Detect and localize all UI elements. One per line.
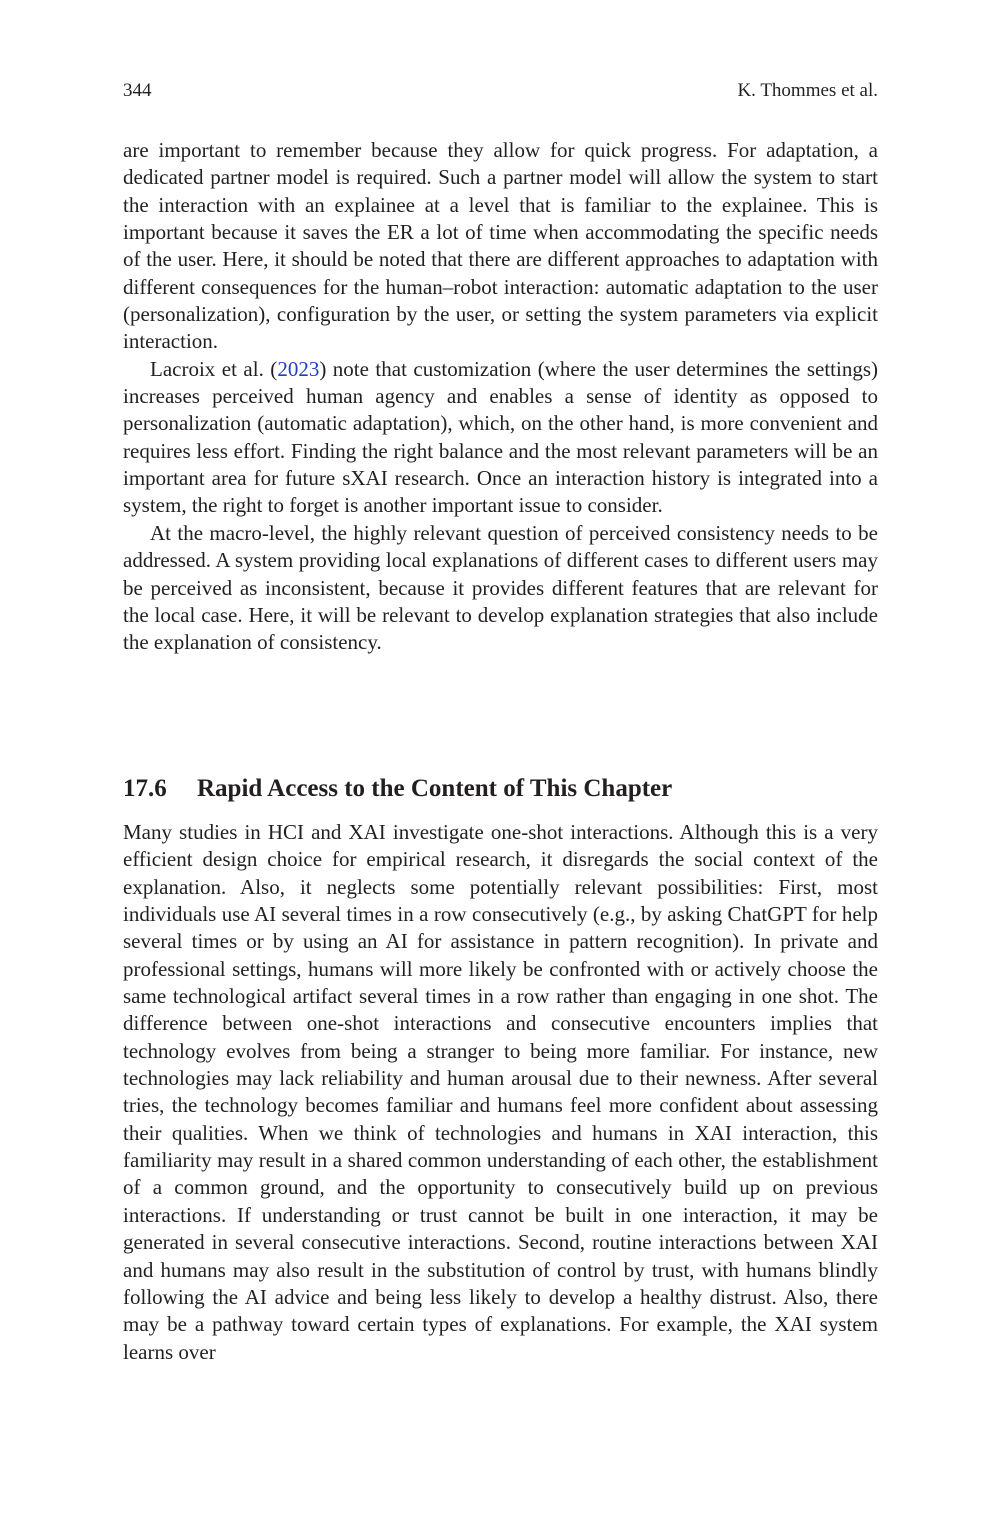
paragraph-customization-lead: Lacroix et al. ( xyxy=(150,356,278,381)
section-heading xyxy=(123,773,878,805)
paragraph-one-shot-interactions: Many studies in HCI and XAI investigate one-shot interactions. Although this is a very efficient design choice for empirical research, it disregards the social context of the explanation. Also, it neglects some potentially relevant possibilities: First, most individuals use AI several times in a row consecutively (e.g., by asking ChatGPT for help several times or by using an AI for assistance in pattern recognition). In private and professional settings, humans will more likely be confronted with or actively choose the same technological artifact several times in a row rather than engaging in one shot. The difference between one-shot interactions and consecutive encounters implies that technology evolves from being a stranger to being more familiar. For instance, new technologies may lack reliability and human arousal due to their newness. After several tries, the technology becomes familiar and humans feel more confident about assessing their qualities. When we think of technologies and humans in XAI interaction, this familiarity may result in a shared common understanding of each other, the establishment of a common ground, and the opportunity to consecutively build up on previous interactions. If understanding or trust cannot be built in one interaction, it may be generated in several consecutive interactions. Second, routine interactions between XAI and humans may also result in the substitution of control by trust, with humans blindly following the AI advice and being less likely to develop a healthy distrust. Also, there may be a pathway toward certain types of explanations. For example, the XAI system learns over xyxy=(123,820,878,1364)
running-author: K. Thommes et al. xyxy=(737,80,878,101)
citation-link-lacroix-2023[interactable]: 2023 xyxy=(277,356,320,381)
section-title: Rapid Access to the Content of This Chapter xyxy=(197,774,673,802)
paragraph-consistency: At the macro-level, the highly relevant question of perceived consistency needs to be addressed. A system providing local explanations of different cases to different users may be perceived as inconsistent, because it provides different features that are relevant for the local case. Here, it will be relevant to develop explanation strategies that also include the explanation of consistency. xyxy=(123,520,878,655)
body-text-block xyxy=(123,137,878,657)
section-number: 17.6 xyxy=(123,774,167,802)
paragraph-customization xyxy=(123,356,878,520)
paragraph-adaptation: are important to remember because they allow for quick progress. For adaptation, a dedicated partner model is required. Such a partner model will allow the system to start the interaction with an explainee at a level that is familiar to the explainee. This is important because it saves the ER a lot of time when accommodating the specific needs of the user. Here, it should be noted that there are different approaches to adaptation with different consequences for the human–robot interaction: automatic adaptation to the user (personalization), configuration by the user, or setting the system parameters via explicit interaction. xyxy=(123,138,878,354)
page-number: 344 xyxy=(123,80,152,101)
paragraph-customization-rest: ) note that customization (where the user determines the settings) increases perceived human agency and enables a sense of identity as opposed to personalization (automatic adaptation), which, on the other hand, is more convenient and requires less effort. Finding the right balance and the most relevant parameters will be an important area for future sXAI research. Once an interaction history is integrated into a system, the right to forget is another important issue to consider. xyxy=(123,356,878,518)
running-head xyxy=(123,79,878,103)
section-body xyxy=(123,819,878,1366)
